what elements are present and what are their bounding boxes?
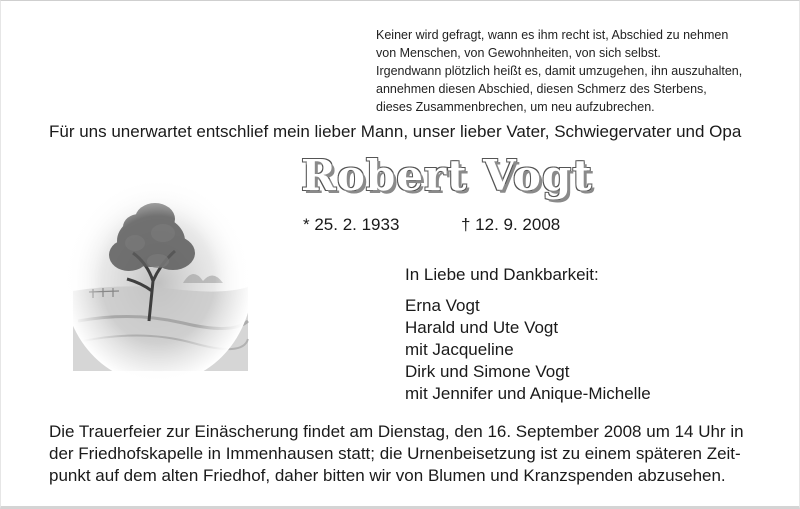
poem-line: von Menschen, von Gewohnheiten, von sich selbst. [376, 46, 661, 60]
death-date: † 12. 9. 2008 [461, 215, 561, 234]
poem-line: dieses Zusammenbrechen, um neu aufzubrechen. [376, 100, 655, 114]
mourner-name: Dirk und Simone Vogt [405, 362, 570, 381]
closing-line: Die Trauerfeier zur Einäscherung findet am Dienstag, den 16. September 2008 um 14 Uhr in [49, 422, 744, 441]
closing-line: punkt auf dem alten Friedhof, daher bitten wir von Blumen und Kranzspenden abzusehen. [49, 466, 726, 485]
funeral-information [49, 421, 759, 487]
mourner-name: Erna Vogt [405, 296, 480, 315]
deceased-name: Robert Vogt [301, 151, 593, 200]
mourners-list [405, 295, 651, 405]
tree-landscape-image [63, 171, 253, 381]
closing-line: der Friedhofskapelle in Immenhausen statt; die Urnenbeisetzung ist zu einem späteren Zeit- [49, 444, 741, 463]
poem-line: Keiner wird gefragt, wann es ihm recht ist, Abschied zu nehmen [376, 28, 729, 42]
mourner-name: mit Jennifer und Anique-Michelle [405, 384, 651, 403]
poem-line: Irgendwann plötzlich heißt es, damit umzugehen, ihn auszuhalten, [376, 64, 743, 78]
poem-line: annehmen diesen Abschied, diesen Schmerz des Sterbens, [376, 82, 707, 96]
birth-date: * 25. 2. 1933 [303, 215, 400, 234]
poem [376, 26, 776, 116]
mourner-name: mit Jacqueline [405, 340, 514, 359]
mourner-name: Harald und Ute Vogt [405, 318, 559, 337]
mourners-heading: In Liebe und Dankbarkeit: [405, 265, 599, 284]
intro-text: Für uns unerwartet entschlief mein lieber Mann, unser lieber Vater, Schwiegervater und Opa [49, 122, 742, 141]
